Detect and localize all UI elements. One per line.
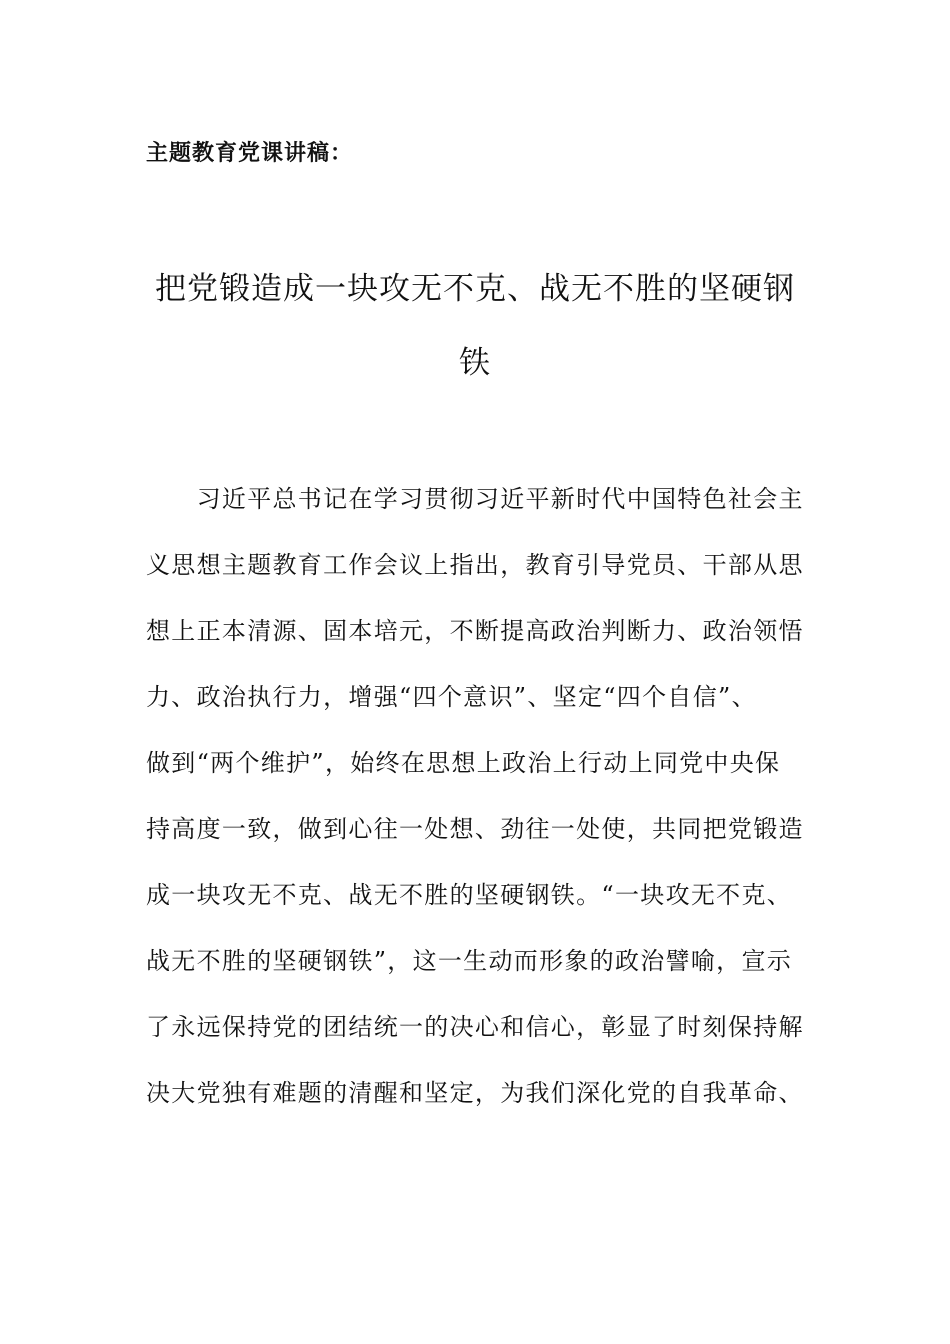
body-line: 力、政治执行力，增强“四个意识”、坚定“四个自信”、: [146, 683, 757, 711]
title-line: 铁: [459, 345, 491, 381]
body-line: 决大党独有难题的清醒和坚定，为我们深化党的自我革命、: [146, 1079, 804, 1107]
body-paragraph: [146, 466, 806, 1126]
body-line: 了永远保持党的团结统一的决心和信心，彰显了时刻保持解: [146, 1013, 804, 1041]
body-line: 做到“两个维护”，始终在思想上政治上行动上同党中央保: [146, 749, 781, 777]
body-line: 义思想主题教育工作会议上指出，教育引导党员、干部从思: [146, 551, 804, 579]
document-title: [130, 252, 820, 400]
body-line: 成一块攻无不克、战无不胜的坚硬钢铁。“一块攻无不克、: [146, 881, 793, 909]
body-line: 想上正本清源、固本培元，不断提高政治判断力、政治领悟: [146, 617, 804, 645]
document-label: 主题教育党课讲稿：: [146, 140, 354, 166]
body-line: 战无不胜的坚硬钢铁”，这一生动而形象的政治譬喻，宣示: [146, 947, 793, 975]
title-line: 把党锻造成一块攻无不克、战无不胜的坚硬钢: [155, 271, 795, 307]
body-line: 持高度一致，做到心往一处想、劲往一处使，共同把党锻造: [146, 815, 804, 843]
body-line: 习近平总书记在学习贯彻习近平新时代中国特色社会主: [146, 485, 804, 513]
